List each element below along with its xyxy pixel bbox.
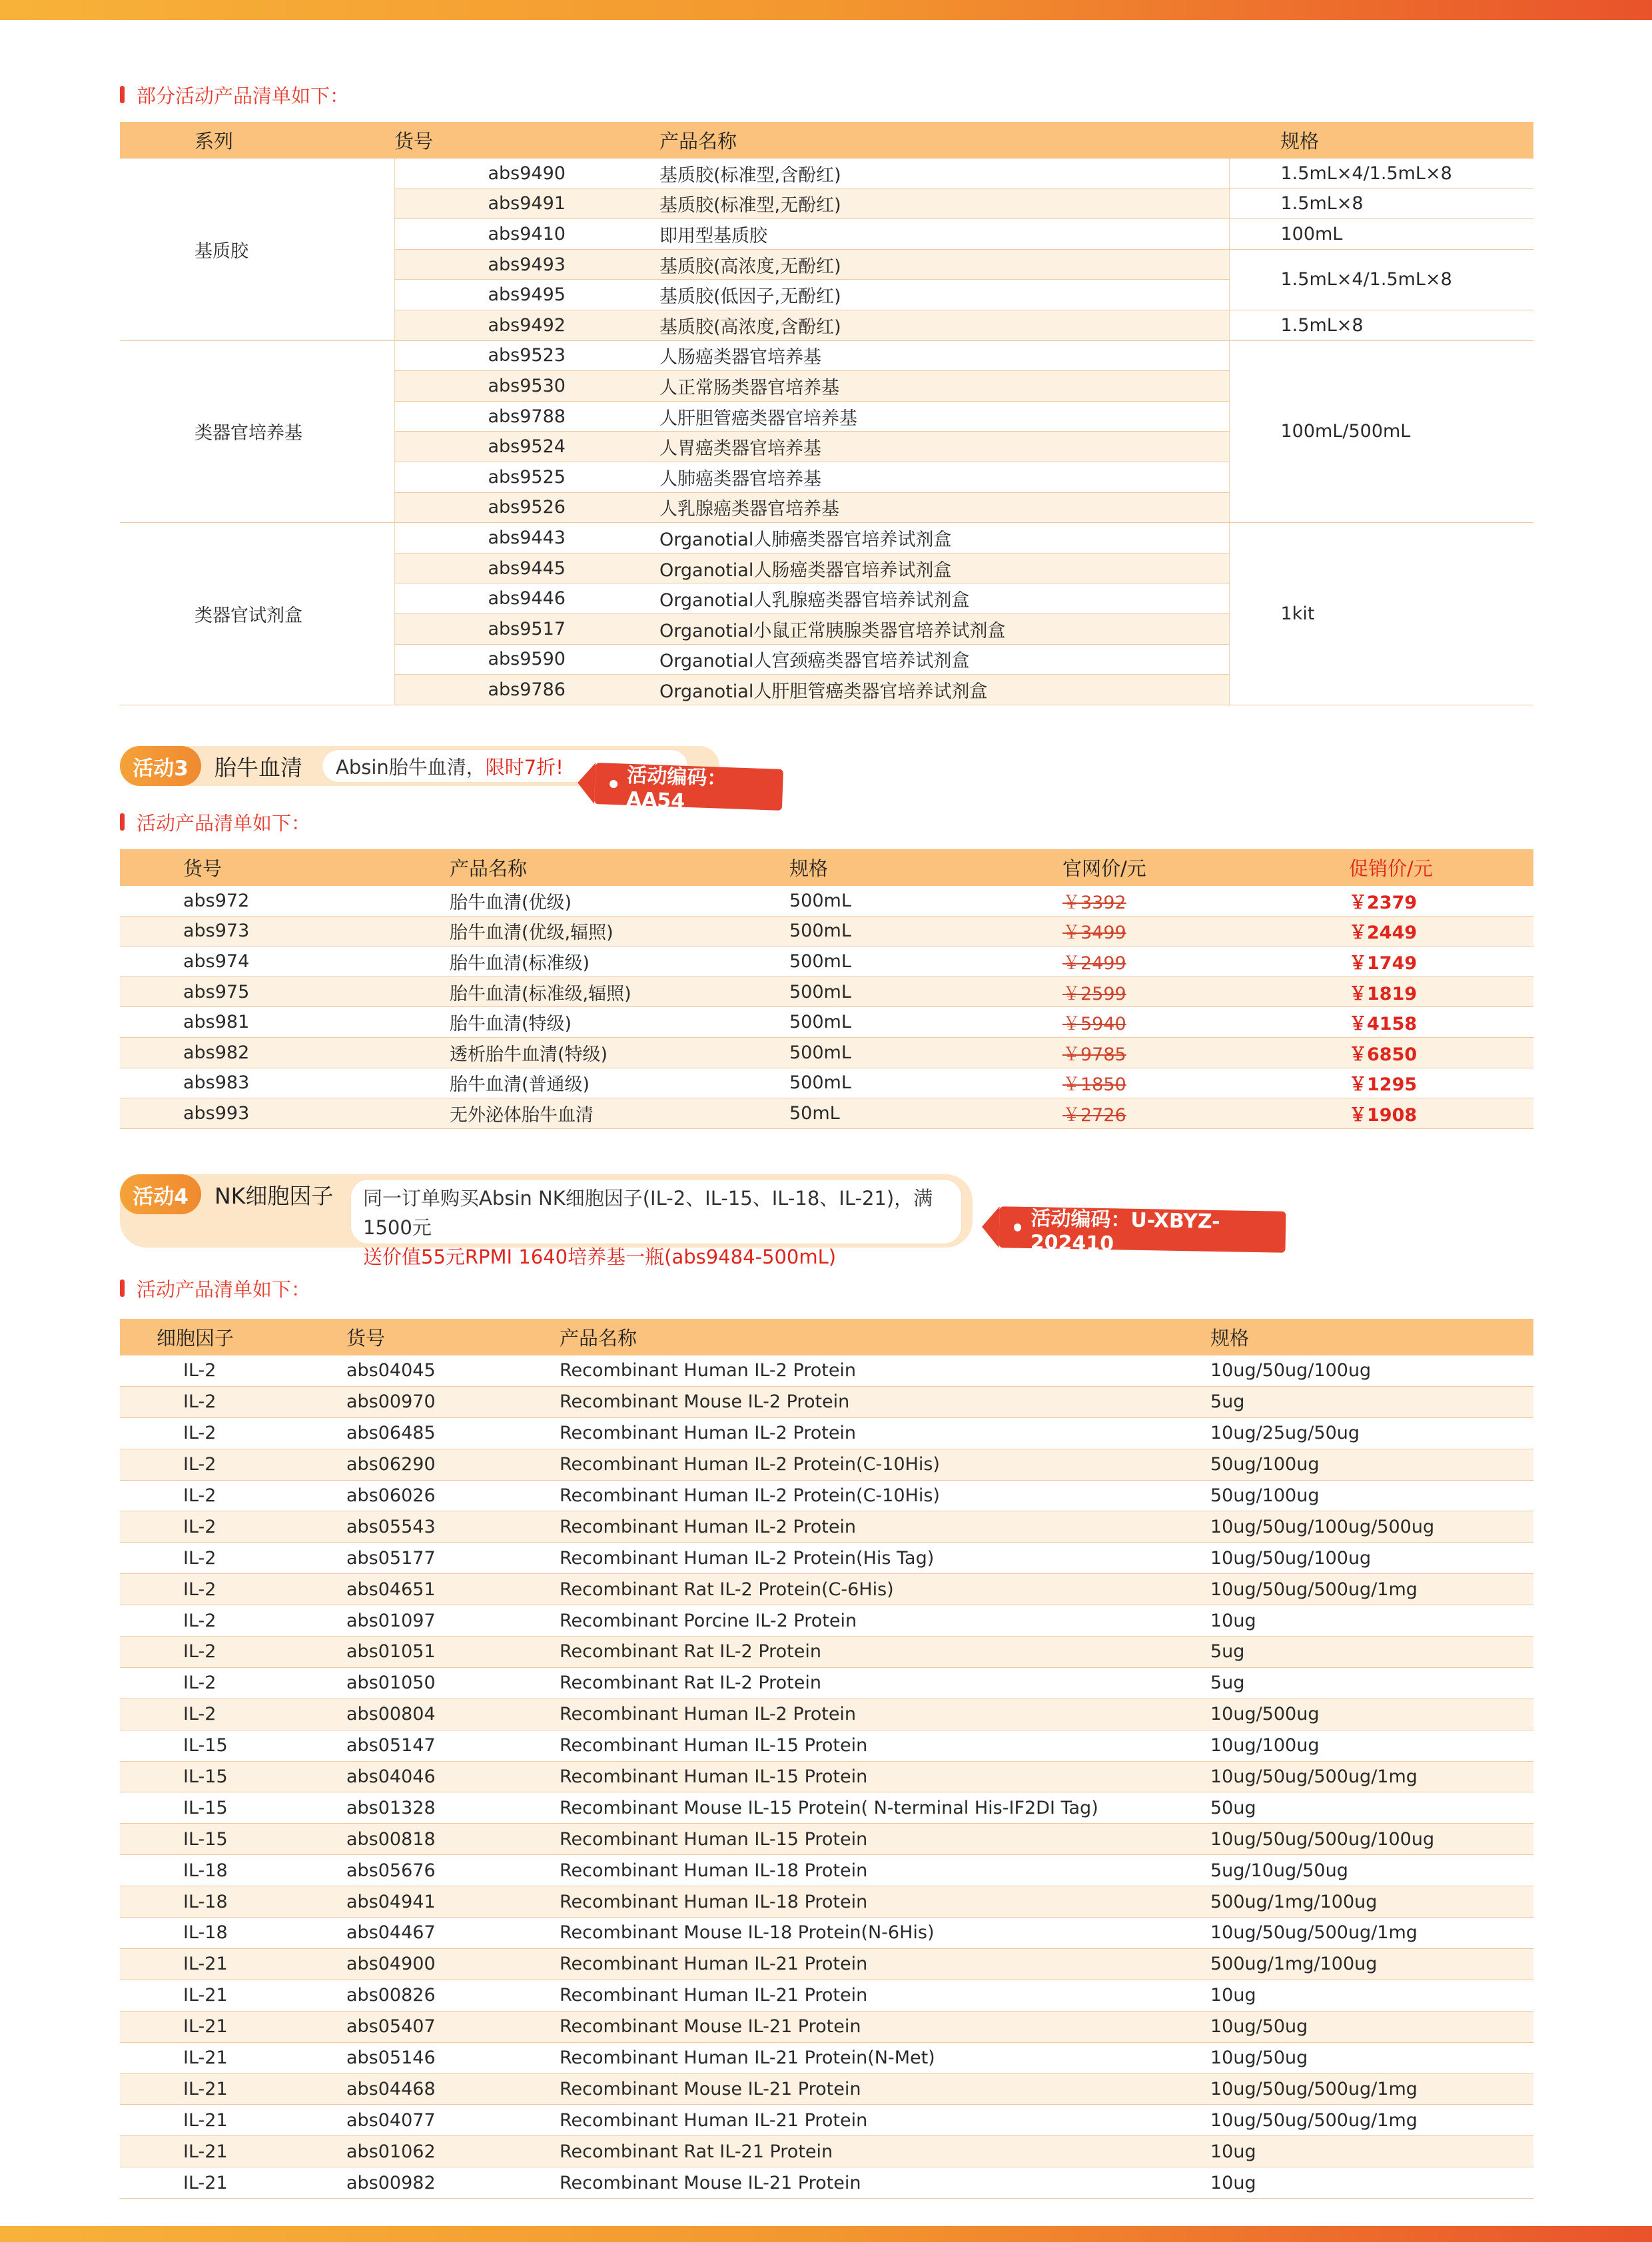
code-cell: abs9788: [394, 401, 659, 432]
name-cell: 胎牛血清(优级): [450, 886, 789, 916]
table-row: [120, 1511, 1533, 1543]
code-cell: abs06290: [346, 1449, 560, 1480]
activity4-desc: 同一订单购买Absin NK细胞因子(IL-2、IL-15、IL-18、IL-21)，满1500元 送价值55元RPMI 1640培养基一瓶(abs9484-500mL): [350, 1178, 963, 1245]
spec-cell: 1.5mL×4/1.5mL×8: [1229, 159, 1533, 188]
code-cell: abs00826: [346, 1980, 560, 2011]
code-cell: abs975: [120, 976, 450, 1007]
name-cell: 基质胶(标准型,含酚红): [659, 159, 1229, 188]
promo-cell: [1349, 1068, 1533, 1098]
cytokine-cell: IL-2: [120, 1605, 346, 1637]
price-cell: [1062, 1007, 1349, 1038]
header-name: 产品名称: [560, 1319, 1210, 1355]
code-cell: abs9517: [394, 613, 659, 644]
code-cell: abs9491: [394, 188, 659, 219]
header-promo: 促销价/元: [1349, 849, 1533, 886]
name-cell: Organotial人宫颈癌类器官培养试剂盒: [659, 644, 1229, 675]
spec-cell: 10ug/50ug: [1210, 2011, 1533, 2042]
original-price: ￥3499: [1062, 923, 1126, 944]
name-cell: Recombinant Human IL-18 Protein: [560, 1886, 1210, 1918]
name-cell: Organotial人肠癌类器官培养试剂盒: [659, 553, 1229, 583]
name-cell: Recombinant Rat IL-21 Protein: [560, 2136, 1210, 2167]
table-row: [120, 1007, 1533, 1038]
name-cell: Recombinant Human IL-2 Protein: [560, 1355, 1210, 1386]
price-cell: [1062, 886, 1349, 916]
cytokine-cell: IL-2: [120, 1449, 346, 1480]
name-cell: Recombinant Porcine IL-2 Protein: [560, 1605, 1210, 1637]
cytokine-cell: IL-21: [120, 2073, 346, 2105]
spec-cell: 10ug/50ug/500ug/1mg: [1210, 2073, 1533, 2105]
code-cell: abs972: [120, 886, 450, 916]
spec-cell: 500mL: [789, 1007, 1062, 1038]
name-cell: Recombinant Rat IL-2 Protein: [560, 1667, 1210, 1698]
name-cell: 人肺癌类器官培养基: [659, 462, 1229, 492]
name-cell: 无外泌体胎牛血清: [450, 1098, 789, 1129]
code-cell: abs981: [120, 1007, 450, 1038]
name-cell: Recombinant Mouse IL-2 Protein: [560, 1386, 1210, 1417]
bottom-gradient-bar: [0, 2226, 1652, 2242]
name-cell: Recombinant Mouse IL-15 Protein( N-terminal His-IF2DI Tag): [560, 1792, 1210, 1824]
name-cell: 人肠癌类器官培养基: [659, 340, 1229, 371]
code-cell: abs9490: [394, 159, 659, 188]
header-spec: 规格: [1229, 122, 1533, 159]
promo-price: ￥2379: [1349, 892, 1418, 913]
code-cell: abs00804: [346, 1698, 560, 1730]
table-row: [120, 1792, 1533, 1824]
table-row: [120, 1355, 1533, 1386]
code-cell: abs973: [120, 916, 450, 946]
code-cell: abs9590: [394, 644, 659, 675]
spec-cell: 1.5mL×8: [1229, 188, 1533, 219]
table-row: [120, 1386, 1533, 1417]
spec-cell: 10ug/50ug/100ug: [1210, 1355, 1533, 1386]
name-cell: Organotial人肺癌类器官培养试剂盒: [659, 523, 1229, 554]
cytokine-cell: IL-2: [120, 1355, 346, 1386]
name-cell: Recombinant Human IL-2 Protein: [560, 1511, 1210, 1543]
table-row: [120, 1037, 1533, 1068]
activity3-name: 胎牛血清: [214, 754, 302, 781]
spec-cell: 50ug/100ug: [1210, 1480, 1533, 1511]
cytokine-cell: IL-2: [120, 1698, 346, 1730]
cytokine-cell: IL-2: [120, 1417, 346, 1449]
spec-cell: 10ug/50ug/500ug/1mg: [1210, 1918, 1533, 1949]
spec-cell: 50mL: [789, 1098, 1062, 1129]
table-row: [120, 1980, 1533, 2011]
header-cytokine: 细胞因子: [120, 1319, 346, 1355]
nk-cytokine-table: [120, 1319, 1533, 2199]
table-row: [120, 976, 1533, 1007]
code-cell: abs9524: [394, 432, 659, 462]
table-row: [120, 886, 1533, 916]
table-row: [120, 2011, 1533, 2042]
spec-cell: 500mL: [789, 1037, 1062, 1068]
code-cell: abs04045: [346, 1355, 560, 1386]
cytokine-cell: IL-2: [120, 1543, 346, 1574]
table-row: [120, 1761, 1533, 1792]
name-cell: Recombinant Mouse IL-21 Protein: [560, 2011, 1210, 2042]
promo-cell: [1349, 1037, 1533, 1068]
title-marker: [120, 86, 125, 103]
spec-cell: 500mL: [789, 1068, 1062, 1098]
name-cell: 即用型基质胶: [659, 219, 1229, 250]
code-cell: abs05177: [346, 1543, 560, 1574]
name-cell: Recombinant Human IL-2 Protein(C-10His): [560, 1480, 1210, 1511]
name-cell: 基质胶(高浓度,无酚红): [659, 249, 1229, 280]
code-cell: abs01050: [346, 1667, 560, 1698]
table-header: [120, 849, 1533, 886]
cytokine-cell: IL-2: [120, 1511, 346, 1543]
spec-cell: 5ug: [1210, 1637, 1533, 1668]
table-row: [120, 523, 1533, 554]
name-cell: 胎牛血清(标准级,辐照): [450, 976, 789, 1007]
table-row: [120, 1667, 1533, 1698]
code-cell: abs9492: [394, 310, 659, 340]
series-cell: 类器官试剂盒: [120, 523, 394, 705]
spec-cell: 1.5mL×4/1.5mL×8: [1229, 249, 1533, 310]
code-cell: abs9443: [394, 523, 659, 554]
top-gradient-bar: [0, 0, 1652, 20]
original-price: ￥1850: [1062, 1074, 1126, 1096]
name-cell: Recombinant Mouse IL-21 Protein: [560, 2167, 1210, 2199]
cytokine-cell: IL-21: [120, 2011, 346, 2042]
code-cell: abs00818: [346, 1824, 560, 1855]
header-series: 系列: [120, 122, 394, 159]
table-row: [120, 1855, 1533, 1886]
spec-cell: 500ug/1mg/100ug: [1210, 1886, 1533, 1918]
spec-cell: 10ug: [1210, 2167, 1533, 2199]
spec-cell: 500mL: [789, 886, 1062, 916]
code-cell: abs01328: [346, 1792, 560, 1824]
price-cell: [1062, 1068, 1349, 1098]
header-code: 货号: [346, 1319, 560, 1355]
cytokine-cell: IL-21: [120, 2105, 346, 2136]
cytokine-cell: IL-2: [120, 1667, 346, 1698]
header-name: 产品名称: [659, 122, 1229, 159]
spec-cell: 50ug: [1210, 1792, 1533, 1824]
spec-cell: 5ug/10ug/50ug: [1210, 1855, 1533, 1886]
code-cell: abs9523: [394, 340, 659, 371]
table-row: [120, 1886, 1533, 1918]
code-cell: abs04046: [346, 1761, 560, 1792]
code-cell: abs04077: [346, 2105, 560, 2136]
activity3-list-title: 活动产品清单如下：: [120, 807, 310, 837]
price-cell: [1062, 1098, 1349, 1129]
cytokine-cell: IL-2: [120, 1386, 346, 1417]
table-row: [120, 340, 1533, 371]
price-cell: [1062, 916, 1349, 946]
spec-cell: 10ug/50ug/100ug/500ug: [1210, 1511, 1533, 1543]
cytokine-cell: IL-18: [120, 1918, 346, 1949]
cytokine-cell: IL-2: [120, 1480, 346, 1511]
name-cell: 胎牛血清(特级): [450, 1007, 789, 1038]
code-cell: abs982: [120, 1037, 450, 1068]
name-cell: Recombinant Mouse IL-21 Protein: [560, 2073, 1210, 2105]
cytokine-cell: IL-21: [120, 2136, 346, 2167]
code-cell: abs01051: [346, 1637, 560, 1668]
spec-cell: 10ug/50ug/500ug/1mg: [1210, 1574, 1533, 1605]
spec-cell: 500mL: [789, 946, 1062, 977]
header-name: 产品名称: [450, 849, 789, 886]
table-row: [120, 1480, 1533, 1511]
spec-cell: 10ug: [1210, 1980, 1533, 2011]
code-cell: abs00982: [346, 2167, 560, 2199]
cytokine-cell: IL-15: [120, 1824, 346, 1855]
name-cell: Recombinant Human IL-18 Protein: [560, 1855, 1210, 1886]
code-cell: abs9446: [394, 583, 659, 614]
code-cell: abs05146: [346, 2042, 560, 2073]
table-row: [120, 916, 1533, 946]
promo-cell: [1349, 886, 1533, 916]
code-cell: abs05543: [346, 1511, 560, 1543]
activity3-code-tag: 活动编码：AA54: [594, 763, 783, 811]
name-cell: 基质胶(高浓度,含酚红): [659, 310, 1229, 340]
cytokine-cell: IL-21: [120, 2167, 346, 2199]
code-cell: abs9526: [394, 492, 659, 523]
name-cell: Recombinant Human IL-21 Protein: [560, 1948, 1210, 1980]
spec-cell: 10ug: [1210, 1605, 1533, 1637]
matrigel-organoid-table: [120, 122, 1533, 705]
spec-cell: 10ug/50ug/500ug/1mg: [1210, 1761, 1533, 1792]
name-cell: Organotial人肝胆管癌类器官培养试剂盒: [659, 675, 1229, 705]
spec-cell: 1kit: [1229, 523, 1533, 705]
spec-cell: 100mL: [1229, 219, 1533, 250]
promo-price: ￥1908: [1349, 1104, 1418, 1126]
spec-cell: 10ug: [1210, 2136, 1533, 2167]
activity4-code-tag: 活动编码：U-XBYZ-202410: [999, 1206, 1286, 1252]
name-cell: Recombinant Mouse IL-18 Protein(N-6His): [560, 1918, 1210, 1949]
original-price: ￥2599: [1062, 983, 1126, 1004]
table-row: [120, 2167, 1533, 2199]
table-row: [120, 1068, 1533, 1098]
code-cell: abs974: [120, 946, 450, 977]
promo-price: ￥1749: [1349, 952, 1418, 974]
spec-cell: 10ug/50ug/500ug/100ug: [1210, 1824, 1533, 1855]
header-spec: 规格: [1210, 1319, 1533, 1355]
code-cell: abs9530: [394, 371, 659, 402]
name-cell: Recombinant Human IL-21 Protein: [560, 1980, 1210, 2011]
fbs-table: [120, 849, 1533, 1129]
code-cell: abs05407: [346, 2011, 560, 2042]
spec-cell: 10ug/500ug: [1210, 1698, 1533, 1730]
name-cell: Recombinant Human IL-2 Protein(C-10His): [560, 1449, 1210, 1480]
table-row: [120, 1449, 1533, 1480]
header-price: 官网价/元: [1062, 849, 1349, 886]
spec-cell: 10ug/50ug/500ug/1mg: [1210, 2105, 1533, 2136]
name-cell: Organotial小鼠正常胰腺类器官培养试剂盒: [659, 613, 1229, 644]
name-cell: Recombinant Rat IL-2 Protein: [560, 1637, 1210, 1668]
table-row: [120, 1948, 1533, 1980]
spec-cell: 5ug: [1210, 1386, 1533, 1417]
section1-title: 部分活动产品清单如下：: [120, 80, 349, 109]
spec-cell: 500ug/1mg/100ug: [1210, 1948, 1533, 1980]
name-cell: Recombinant Human IL-2 Protein: [560, 1417, 1210, 1449]
spec-cell: 500mL: [789, 976, 1062, 1007]
code-cell: abs01097: [346, 1605, 560, 1637]
promo-price: ￥1819: [1349, 983, 1418, 1004]
code-cell: abs983: [120, 1068, 450, 1098]
original-price: ￥9785: [1062, 1044, 1126, 1065]
cytokine-cell: IL-2: [120, 1574, 346, 1605]
table-header: [120, 1319, 1533, 1355]
name-cell: 人胃癌类器官培养基: [659, 432, 1229, 462]
price-cell: [1062, 976, 1349, 1007]
table-row: [120, 1637, 1533, 1668]
spec-cell: 5ug: [1210, 1667, 1533, 1698]
promo-price: ￥1295: [1349, 1074, 1418, 1096]
title-marker: [120, 813, 125, 831]
table-row: [120, 1918, 1533, 1949]
table-row: [120, 2136, 1533, 2167]
series-cell: 类器官培养基: [120, 340, 394, 523]
name-cell: Recombinant Human IL-15 Protein: [560, 1761, 1210, 1792]
name-cell: 基质胶(低因子,无酚红): [659, 280, 1229, 310]
header-code: 货号: [120, 849, 450, 886]
table-row: [120, 1730, 1533, 1761]
spec-cell: 10ug/25ug/50ug: [1210, 1417, 1533, 1449]
table-row: [120, 2042, 1533, 2073]
table-row: [120, 1543, 1533, 1574]
name-cell: Recombinant Human IL-2 Protein(His Tag): [560, 1543, 1210, 1574]
code-cell: abs01062: [346, 2136, 560, 2167]
name-cell: 基质胶(标准型,无酚红): [659, 188, 1229, 219]
name-cell: 人肝胆管癌类器官培养基: [659, 401, 1229, 432]
code-cell: abs00970: [346, 1386, 560, 1417]
cytokine-cell: IL-15: [120, 1730, 346, 1761]
name-cell: Recombinant Human IL-21 Protein(N-Met): [560, 2042, 1210, 2073]
name-cell: 人乳腺癌类器官培养基: [659, 492, 1229, 523]
cytokine-cell: IL-2: [120, 1637, 346, 1668]
title-marker: [120, 1280, 125, 1297]
activity3-desc: Absin胎牛血清， 限时7折!: [321, 749, 689, 783]
code-cell: abs9495: [394, 280, 659, 310]
code-cell: abs9410: [394, 219, 659, 250]
code-cell: abs9493: [394, 249, 659, 280]
cytokine-cell: IL-18: [120, 1855, 346, 1886]
tag-hole-icon: [610, 780, 618, 788]
series-cell: 基质胶: [120, 159, 394, 340]
table-row: [120, 1098, 1533, 1129]
activity4-name: NK细胞因子: [214, 1182, 334, 1209]
spec-cell: 50ug/100ug: [1210, 1449, 1533, 1480]
code-cell: abs993: [120, 1098, 450, 1129]
activity4-badge: 活动4: [120, 1174, 201, 1214]
name-cell: Recombinant Human IL-15 Protein: [560, 1824, 1210, 1855]
table-row: [120, 159, 1533, 188]
header-spec: 规格: [789, 849, 1062, 886]
code-cell: abs04900: [346, 1948, 560, 1980]
spec-cell: 10ug/100ug: [1210, 1730, 1533, 1761]
promo-cell: [1349, 1098, 1533, 1129]
table-row: [120, 2073, 1533, 2105]
name-cell: Recombinant Human IL-2 Protein: [560, 1698, 1210, 1730]
promo-price: ￥6850: [1349, 1044, 1418, 1065]
name-cell: Organotial人乳腺癌类器官培养试剂盒: [659, 583, 1229, 614]
original-price: ￥2726: [1062, 1104, 1126, 1126]
cytokine-cell: IL-21: [120, 1980, 346, 2011]
cytokine-cell: IL-15: [120, 1761, 346, 1792]
table-row: [120, 1698, 1533, 1730]
cytokine-cell: IL-15: [120, 1792, 346, 1824]
code-cell: abs06485: [346, 1417, 560, 1449]
cytokine-cell: IL-18: [120, 1886, 346, 1918]
code-cell: abs9445: [394, 553, 659, 583]
activity3-badge: 活动3: [120, 746, 201, 786]
code-cell: abs05676: [346, 1855, 560, 1886]
header-code: 货号: [394, 122, 659, 159]
code-cell: abs04651: [346, 1574, 560, 1605]
name-cell: Recombinant Human IL-21 Protein: [560, 2105, 1210, 2136]
price-cell: [1062, 1037, 1349, 1068]
table-row: [120, 1417, 1533, 1449]
cytokine-cell: IL-21: [120, 2042, 346, 2073]
promo-price: ￥2449: [1349, 923, 1418, 944]
code-cell: abs06026: [346, 1480, 560, 1511]
table-row: [120, 1605, 1533, 1637]
code-cell: abs05147: [346, 1730, 560, 1761]
code-cell: abs9786: [394, 675, 659, 705]
promo-cell: [1349, 946, 1533, 977]
name-cell: 透析胎牛血清(特级): [450, 1037, 789, 1068]
promo-cell: [1349, 976, 1533, 1007]
spec-cell: 10ug/50ug: [1210, 2042, 1533, 2073]
activity4-header: [120, 1174, 986, 1268]
spec-cell: 10ug/50ug/100ug: [1210, 1543, 1533, 1574]
table-row: [120, 946, 1533, 977]
code-cell: abs04467: [346, 1918, 560, 1949]
name-cell: 人正常肠类器官培养基: [659, 371, 1229, 402]
promo-cell: [1349, 1007, 1533, 1038]
table-row: [120, 1574, 1533, 1605]
code-cell: abs9525: [394, 462, 659, 492]
name-cell: Recombinant Human IL-15 Protein: [560, 1730, 1210, 1761]
name-cell: Recombinant Rat IL-2 Protein(C-6His): [560, 1574, 1210, 1605]
name-cell: 胎牛血清(普通级): [450, 1068, 789, 1098]
cytokine-cell: IL-21: [120, 1948, 346, 1980]
table-header: [120, 122, 1533, 159]
spec-cell: 1.5mL×8: [1229, 310, 1533, 340]
spec-cell: 100mL/500mL: [1229, 340, 1533, 523]
name-cell: 胎牛血清(优级,辐照): [450, 916, 789, 946]
original-price: ￥5940: [1062, 1014, 1126, 1035]
tag-hole-icon: [1014, 1224, 1021, 1232]
promo-cell: [1349, 916, 1533, 946]
table-row: [120, 1824, 1533, 1855]
spec-cell: 500mL: [789, 916, 1062, 946]
promo-price: ￥4158: [1349, 1014, 1418, 1035]
code-cell: abs04468: [346, 2073, 560, 2105]
price-cell: [1062, 946, 1349, 977]
activity4-list-title: 活动产品清单如下：: [120, 1274, 310, 1303]
table-row: [120, 2105, 1533, 2136]
original-price: ￥2499: [1062, 952, 1126, 974]
name-cell: 胎牛血清(标准级): [450, 946, 789, 977]
code-cell: abs04941: [346, 1886, 560, 1918]
original-price: ￥3392: [1062, 892, 1126, 913]
